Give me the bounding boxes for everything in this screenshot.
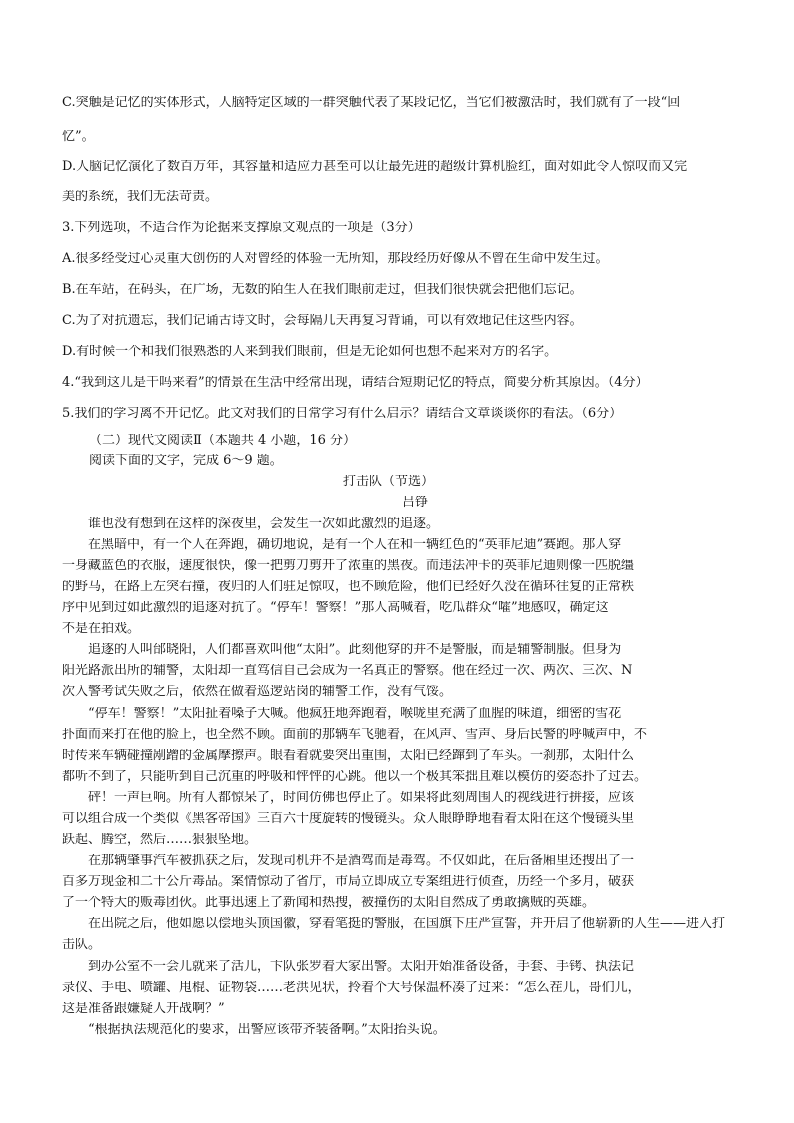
section2-heading: （二）现代文阅读Ⅱ（本题共 4 小题，16 分）	[89, 434, 357, 447]
story-line: 可以组合成一个类似《黑客帝国》三百六十度旋转的慢镜头。众人眼睁睁地看着太阳在这个慢镜头里	[62, 812, 635, 825]
question4: 4.“我到这儿是干吗来着”的情景在生活中经常出现，请结合短期记忆的特点，简要分析其原因。（4分）	[62, 376, 649, 389]
story-line: 录仪、手电、喷罐、甩棍、证物袋……老洪见状，拎着个大号保温杯凑了过来：“怎么茬儿，哥们儿，	[62, 981, 641, 994]
story-line: 一身藏蓝色的衣服，速度很快，像一把剪刀剪开了浓重的黑夜。而违法冲卡的英菲尼迪则像一匹脱缰	[62, 559, 635, 572]
story-title: 打击队（节选）	[343, 475, 435, 488]
story-line: “根据执法规范化的要求，出警应该带齐装备啊。”太阳抬头说。	[62, 1023, 446, 1036]
question3-option-a: A.很多经受过心灵重大创伤的人对曾经的体验一无所知，那段经历好像从不曾在生命中发生过。	[62, 252, 609, 265]
story-line: 到办公室不一会儿就来了活儿，卞队张罗着大家出警。太阳开始准备设备，手套、手铐、执法记	[62, 960, 635, 973]
story-line: 跃起、腾空，然后……狠狠坠地。	[62, 833, 258, 846]
story-line: 序中见到过如此激烈的追逐对抗了。“停车！警察！”那人高喊着，吃瓜群众“嚯”地感叹，确定这	[62, 601, 609, 614]
story-line: 都听不到了，只能听到自己沉重的呼吸和怦怦的心跳。他以一个极其笨拙且难以模仿的姿态扑了过去。	[62, 770, 648, 783]
option-c-line2: 忆”。	[62, 130, 95, 143]
question3-option-b: B.在车站，在码头，在广场，无数的陌生人在我们眼前走过，但我们很快就会把他们忘记。	[62, 283, 583, 296]
question5: 5.我们的学习离不开记忆。此文对我们的日常学习有什么启示？请结合文章谈谈你的看法。（6分）	[62, 407, 623, 420]
story-line: 在那辆肇事汽车被抓获之后，发现司机并不是酒驾而是毒驾。不仅如此，在后备厢里还搜出了一	[62, 854, 635, 867]
story-line: 百多万现金和二十公斤毒品。案情惊动了省厅，市局立即成立专案组进行侦查，历经一个多月，破获	[62, 875, 635, 888]
option-c-line1: C.突触是记忆的实体形式，人脑特定区域的一群突触代表了某段记忆，当它们被激活时，我们就有了一段“回	[62, 96, 681, 109]
story-author: 吕铮	[402, 496, 429, 509]
story-line: 击队。	[62, 938, 102, 951]
option-d-line2: 美的系统，我们无法苛责。	[62, 190, 219, 203]
story-line: 谁也没有想到在这样的深夜里，会发生一次如此激烈的追逐。	[62, 517, 440, 530]
question3-option-d: D.有时候一个和我们很熟悉的人来到我们眼前，但是无论如何也想不起来对方的名字。	[62, 345, 558, 358]
story-line: “停车！警察！”太阳扯着嗓子大喊。他疯狂地奔跑着，喉咙里充满了血腥的味道，细密的雪花	[62, 707, 622, 720]
story-line: 在出院之后，他如愿以偿地头顶国徽，穿着笔挺的警服，在国旗下庄严宣誓，并开启了他崭新的人生——进入打	[62, 917, 726, 930]
story-line: 这是准备跟嫌疑人开战啊？”	[62, 1002, 225, 1015]
story-line: 扑面而来打在他的脸上，也全然不顾。面前的那辆车飞驰着，在风声、雪声、身后民警的呼喊声中，不	[62, 728, 648, 741]
story-line: 时传来车辆碰撞剐蹭的金属摩擦声。眼看着就要突出重围，太阳已经蹿到了车头。一刹那，太阳什么	[62, 749, 635, 762]
story-line: 次入警考试失败之后，依然在做着巡逻站岗的辅警工作，没有气馁。	[62, 685, 453, 698]
story-line: 追逐的人叫邰晓阳，人们都喜欢叫他“太阳”。此刻他穿的并不是警服，而是辅警制服。但身为	[62, 643, 622, 656]
question3-stem: 3.下列选项，不适合作为论据来支撑原文观点的一项是（3分）	[62, 221, 421, 234]
story-line: 砰！一声巨响。所有人都惊呆了，时间仿佛也停止了。如果将此刻周围人的视线进行拼接，应该	[62, 791, 635, 804]
section2-instruction: 阅读下面的文字，完成 6～9 题。	[89, 454, 283, 467]
story-line: 的野马，在路上左突右撞，夜归的人们驻足惊叹，也不顾危险，他们已经好久没在循环往复的正常秩	[62, 580, 635, 593]
story-line: 了一个特大的贩毒团伙。此事迅速上了新闻和热搜，被撞伤的太阳自然成了勇敢擒贼的英雄。	[62, 896, 596, 909]
story-line: 阳光路派出所的辅警，太阳却一直笃信自己会成为一名真正的警察。他在经过一次、两次、三次、N	[62, 664, 633, 677]
question3-option-c: C.为了对抗遗忘，我们记诵古诗文时，会每隔几天再复习背诵，可以有效地记住这些内容。	[62, 314, 583, 327]
story-line: 不是在拍戏。	[62, 622, 141, 635]
story-line: 在黑暗中，有一个人在奔跑，确切地说，是有一个人在和一辆红色的“英菲尼迪”赛跑。那人穿	[62, 538, 622, 551]
option-d-line1: D.人脑记忆演化了数百万年，其容量和适应力甚至可以让最先进的超级计算机脸红，面对如此令人惊叹而又完	[62, 160, 688, 173]
